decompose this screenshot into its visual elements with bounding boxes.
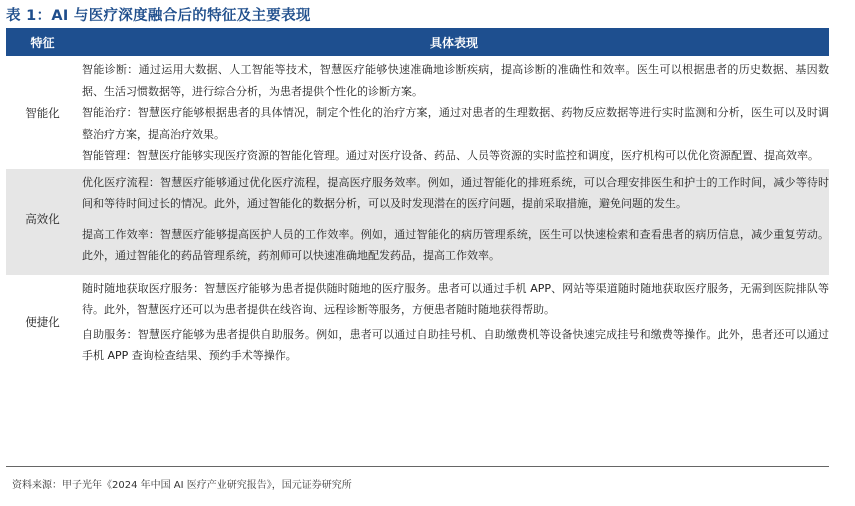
header-feature: 特征 xyxy=(30,35,55,50)
feature-cell: 高效化 xyxy=(25,212,60,226)
table-row xyxy=(6,56,829,169)
detail-paragraph: 提高工作效率：智慧医疗能够提高医护人员的工作效率。例如，通过智能化的病历管理系统，医生可以快速检索和查看患者的病历信息，减少重复劳动。此外，通过智能化的药品管理系统，药剂师可以快速准确地配发药品，提高工作效率。 xyxy=(82,227,829,262)
detail-paragraph: 智能管理：智慧医疗能够实现医疗资源的智能化管理。通过对医疗设备、药品、人员等资源的实时监控和调度，医疗机构可以优化资源配置、提高效率。 xyxy=(82,149,819,162)
detail-paragraph: 自助服务：智慧医疗能够为患者提供自助服务。例如，患者可以通过自助挂号机、自助缴费机等设备快速完成挂号和缴费等操作。此外，患者还可以通过手机 APP 查询检查结果、预约手术等操作。 xyxy=(82,327,829,362)
table-header xyxy=(6,28,829,56)
detail-paragraph: 智能诊断：通过运用大数据、人工智能等技术，智慧医疗能够快速准确地诊断疾病，提高诊断的准确性和效率。医生可以根据患者的历史数据、基因数据、生活习惯数据等，进行综合分析，为患者提供个性化的诊断方案。 xyxy=(82,63,829,98)
details-cell xyxy=(79,172,829,267)
table-row xyxy=(6,275,829,367)
details-cell xyxy=(79,278,829,367)
table-row xyxy=(6,169,829,275)
detail-paragraph: 随时随地获取医疗服务：智慧医疗能够为患者提供随时随地的医疗服务。患者可以通过手机 APP、网站等渠道随时随地获取医疗服务，无需到医院排队等待。此外，智慧医疗还可以为患者提供在线咨询、远程诊断等服务，方便患者随时随地获得帮助。 xyxy=(82,281,829,316)
feature-cell: 便捷化 xyxy=(25,315,60,329)
table-bottom-rule xyxy=(6,466,829,467)
feature-table xyxy=(6,28,829,367)
detail-paragraph: 优化医疗流程：智慧医疗能够通过优化医疗流程，提高医疗服务效率。例如，通过智能化的排班系统，可以合理安排医生和护士的工作时间，减少等待时间和等待时间过长的情况。此外，通过智能化的数据分析，可以及时发现潜在的医疗问题，提前采取措施，避免问题的发生。 xyxy=(82,175,829,210)
details-cell xyxy=(79,59,829,167)
header-details: 具体表现 xyxy=(429,35,478,50)
detail-paragraph: 智能治疗：智慧医疗能够根据患者的具体情况，制定个性化的治疗方案，通过对患者的生理数据、药物反应数据等进行实时监测和分析，医生可以及时调整治疗方案，提高治疗效果。 xyxy=(82,106,829,141)
feature-cell: 智能化 xyxy=(25,105,60,120)
table-title: 表 1：AI 与医疗深度融合后的特征及主要表现 xyxy=(6,8,311,24)
source-note: 资料来源：甲子光年《2024 年中国 AI 医疗产业研究报告》，国元证券研究所 xyxy=(12,480,352,491)
